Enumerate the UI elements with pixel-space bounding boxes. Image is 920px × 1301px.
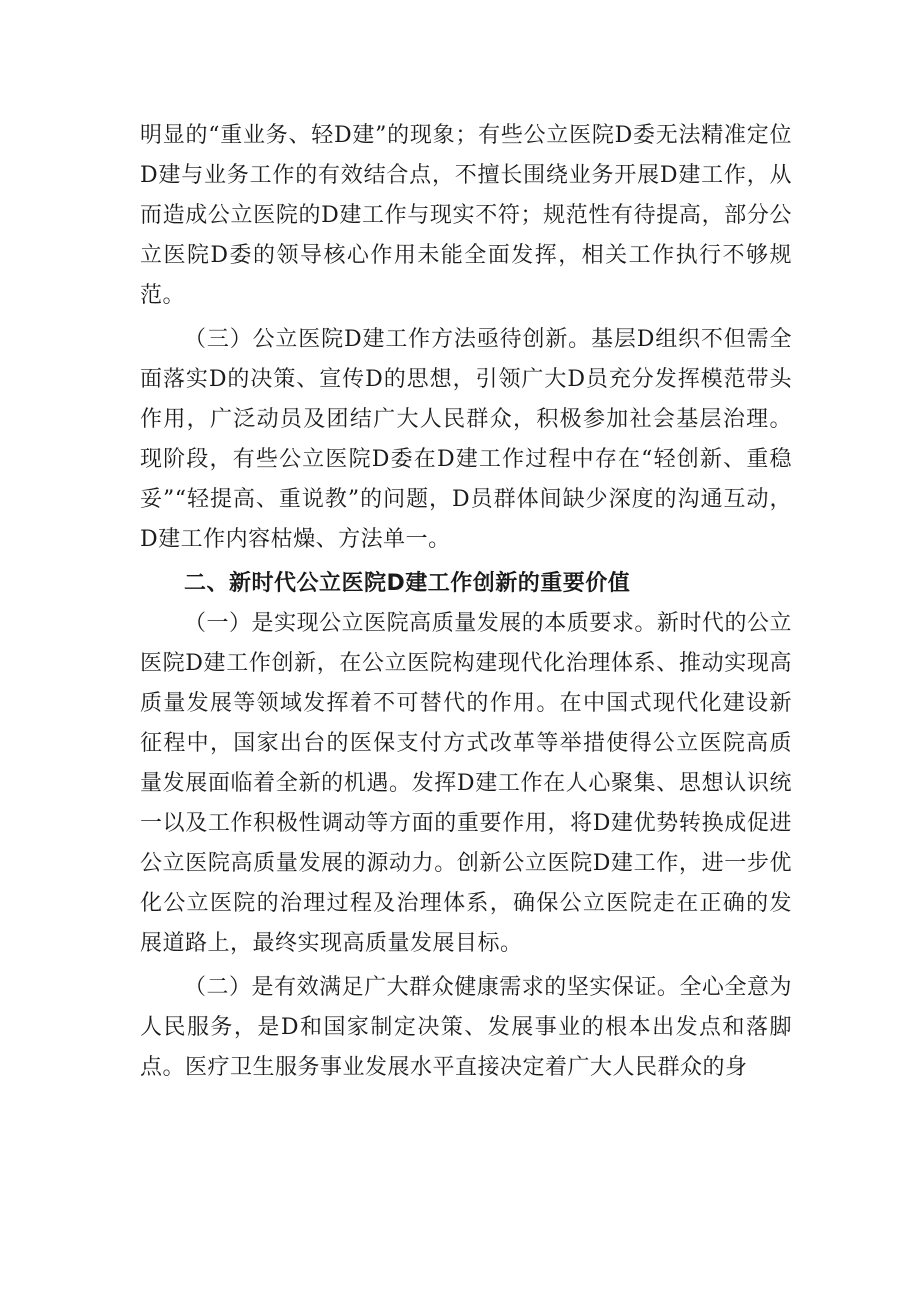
paragraph-subsection-two: （二）是有效满足广大群众健康需求的坚实保证。全心全意为人民服务，是D和国家制定决策、发展事业的根本出发点和落脚点。医疗卫生服务事业发展水平直接决定着广大人民群众的身 [140,975,792,1080]
paragraph-subsection-one: （一）是实现公立医院高质量发展的本质要求。新时代的公立医院D建工作创新，在公立医院构建现代化治理体系、推动实现高质量发展等领域发挥着不可替代的作用。在中国式现代化建设新征程中，国家出台的医保支付方式改革等举措使得公立医院高质量发展面临着全新的机遇。发挥D建工作在人心聚集、思想认识统一以及工作积极性调动等方面的重要作用，将D建优势转换成促进公立医院高质量发展的源动力。创新公立医院D建工作，进一步优化公立医院的治理过程及治理体系，确保公立医院走在正确的发展道路上，最终实现高质量发展目标。 [140,611,792,956]
document-page [140,116,792,1088]
section-heading: 二、新时代公立医院D建工作创新的重要价值 [184,571,631,596]
paragraph-continued: 明显的“重业务、轻D建”的现象；有些公立医院D委无法精准定位D建与业务工作的有效结合点，不擅长围绕业务开展D建工作，从而造成公立医院的D建工作与现实不符；规范性有待提高，部分公立医院D委的领导核心作用未能全面发挥，相关工作执行不够规范。 [140,123,792,308]
paragraph-section-three: （三）公立医院D建工作方法亟待创新。基层D组织不但需全面落实D的决策、宣传D的思想，引领广大D员充分发挥模范带头作用，广泛动员及团结广大人民群众，积极参加社会基层治理。现阶段，有些公立医院D委在D建工作过程中存在“轻创新、重稳妥”“轻提高、重说教”的问题，D员群体间缺少深度的沟通互动，D建工作内容枯燥、方法单一。 [140,327,792,552]
